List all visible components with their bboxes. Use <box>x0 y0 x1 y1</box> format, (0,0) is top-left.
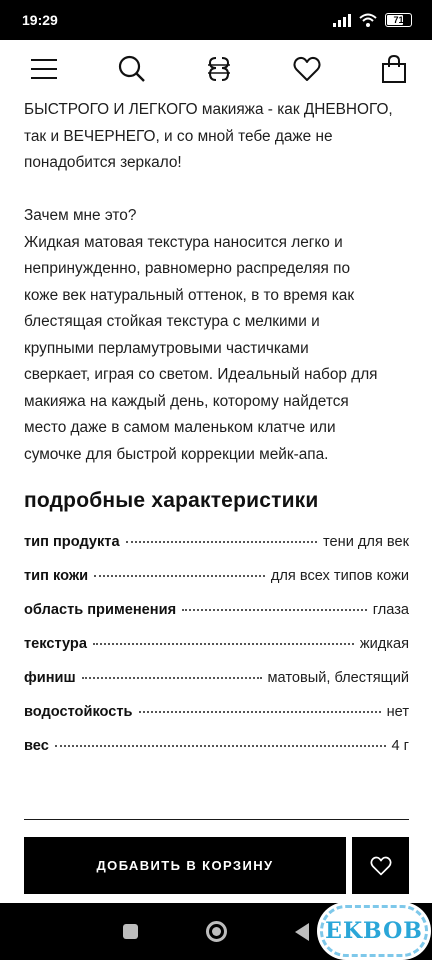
spec-label: водостойкость <box>24 704 133 720</box>
spec-leader-dots <box>126 541 317 543</box>
battery-level: 71 <box>393 15 404 25</box>
spec-row <box>24 636 409 670</box>
spec-label: финиш <box>24 670 76 686</box>
spec-leader-dots <box>182 609 367 611</box>
spec-leader-dots <box>94 575 265 577</box>
status-icons <box>333 13 412 27</box>
description-line: место даже в самом маленьком клатче или <box>24 419 336 436</box>
spec-leader-dots <box>82 677 262 679</box>
add-to-favorites-button[interactable] <box>352 837 409 894</box>
status-time: 19:29 <box>22 12 58 28</box>
spec-value: матовый, блестящий <box>267 670 409 686</box>
spec-row <box>24 670 409 704</box>
spec-row <box>24 738 409 772</box>
description-line: так и ВЕЧЕРНЕГО, и со мной тебе даже не <box>24 127 333 145</box>
description-line: блестящая стойкая текстура с мелкими и <box>24 313 320 330</box>
specs-list <box>24 534 409 772</box>
wifi-icon <box>359 13 377 27</box>
spec-leader-dots <box>139 711 381 713</box>
description-line: БЫСТРОГО И ЛЕГКОГО макияжа - как ДНЕВНОГО, <box>24 101 393 118</box>
search-icon[interactable] <box>116 53 148 85</box>
description-text <box>24 97 410 468</box>
spec-row <box>24 704 409 738</box>
specs-title: подробные характеристики <box>24 489 319 512</box>
description-line: понадобится зеркало! <box>24 154 182 171</box>
heart-icon <box>370 856 392 876</box>
spec-value: глаза <box>372 602 409 618</box>
battery-icon <box>385 13 412 27</box>
spec-row <box>24 534 409 568</box>
back-icon[interactable] <box>295 923 309 941</box>
recents-icon[interactable] <box>123 924 138 939</box>
divider <box>24 819 409 820</box>
watermark-logo: EKBOB <box>320 905 428 957</box>
spec-value: жидкая <box>359 636 409 652</box>
description-line: коже век натуральный оттенок, в то время как <box>24 286 355 304</box>
description-line: сумочке для быстрой коррекции мейк-апа. <box>24 445 329 463</box>
menu-icon[interactable] <box>28 53 60 85</box>
description-line: макияжа на каждый день, которому найдется <box>24 392 349 410</box>
spec-value: тени для век <box>323 534 409 550</box>
spec-label: вес <box>24 738 49 754</box>
shopping-bag-icon[interactable] <box>378 53 410 85</box>
status-bar <box>0 0 432 40</box>
spec-label: тип кожи <box>24 568 89 584</box>
description-line: крупными перламутровыми частичками <box>24 339 309 357</box>
spec-row <box>24 602 409 636</box>
spec-label: текстура <box>24 636 87 652</box>
add-to-cart-button[interactable]: ДОБАВИТЬ В КОРЗИНУ <box>24 837 346 894</box>
spec-value: нет <box>386 704 409 720</box>
description-line: сверкает, играя со светом. Идеальный набор для <box>24 366 378 383</box>
app-header <box>0 40 432 97</box>
spec-leader-dots <box>55 745 386 747</box>
description-line: Зачем мне это? <box>24 207 137 224</box>
spec-leader-dots <box>93 643 354 645</box>
spec-label: область применения <box>24 602 177 618</box>
product-description <box>24 97 410 468</box>
description-line: непринужденно, равномерно распределяя по <box>24 260 351 277</box>
brand-logo-icon[interactable] <box>203 53 235 85</box>
spec-value: для всех типов кожи <box>270 568 409 584</box>
home-icon[interactable] <box>206 921 227 942</box>
signal-icon <box>333 14 351 27</box>
spec-row <box>24 568 409 602</box>
heart-icon[interactable] <box>291 53 323 85</box>
spec-value: 4 г <box>391 738 409 754</box>
description-line: Жидкая матовая текстура наносится легко и <box>24 233 343 251</box>
spec-label: тип продукта <box>24 534 120 550</box>
